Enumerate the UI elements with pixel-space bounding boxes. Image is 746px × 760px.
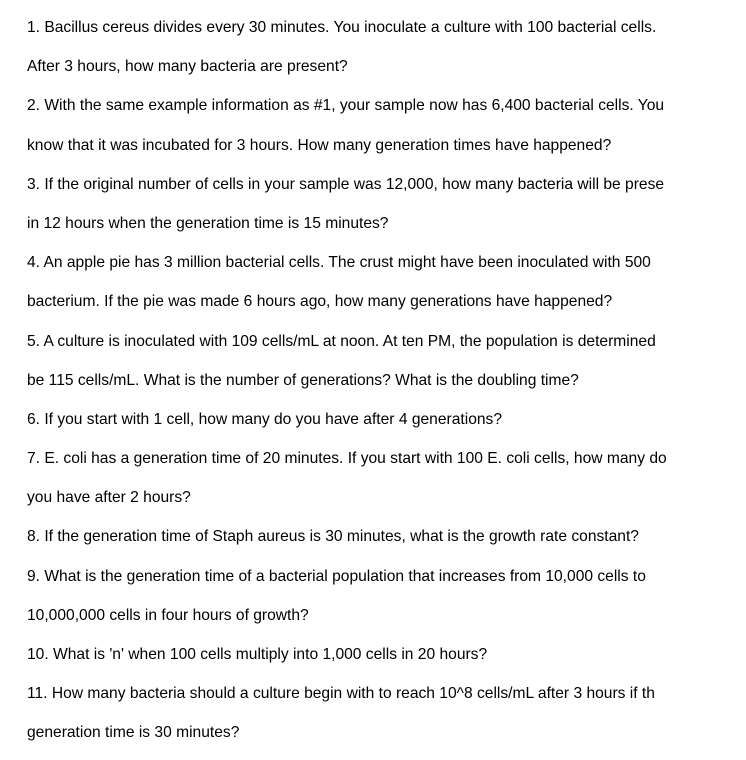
question-9-line-2: 10,000,000 cells in four hours of growth? [27, 606, 309, 624]
question-9-line-1: 9. What is the generation time of a bacterial population that increases from 10,000 cells to [27, 567, 646, 585]
question-7-line-1: 7. E. coli has a generation time of 20 minutes. If you start with 100 E. coli cells, how many do [27, 450, 667, 468]
question-3-line-1: 3. If the original number of cells in your sample was 12,000, how many bacteria will be prese [27, 175, 665, 193]
question-5-line-1: 5. A culture is inoculated with 109 cells/mL at noon. At ten PM, the population is determined [27, 332, 656, 350]
question-4-line-1: 4. An apple pie has 3 million bacterial cells. The crust might have been inoculated with 500 [27, 254, 651, 272]
question-3-line-2: in 12 hours when the generation time is 15 minutes? [27, 214, 389, 232]
question-11-line-1: 11. How many bacteria should a culture begin with to reach 10^8 cells/mL after 3 hours if th [27, 685, 655, 703]
question-2-line-2: know that it was incubated for 3 hours. How many generation times have happened? [27, 136, 612, 154]
question-5-line-2: be 115 cells/mL. What is the number of generations? What is the doubling time? [27, 371, 579, 389]
question-7-line-2: you have after 2 hours? [27, 489, 191, 507]
question-1-line-2: After 3 hours, how many bacteria are present? [27, 58, 348, 76]
question-11-line-2: generation time is 30 minutes? [27, 724, 240, 742]
question-10: 10. What is 'n' when 100 cells multiply into 1,000 cells in 20 hours? [27, 646, 488, 663]
question-1-line-1: 1. Bacillus cereus divides every 30 minutes. You inoculate a culture with 100 bacterial cells. [27, 19, 657, 36]
document-body [27, 8, 746, 753]
question-2-line-1: 2. With the same example information as #1, your sample now has 6,400 bacterial cells. You [27, 97, 665, 115]
question-6: 6. If you start with 1 cell, how many do you have after 4 generations? [27, 410, 503, 428]
question-4-line-2: bacterium. If the pie was made 6 hours ago, how many generations have happened? [27, 293, 613, 311]
question-8: 8. If the generation time of Staph aureus is 30 minutes, what is the growth rate constant? [27, 528, 639, 546]
